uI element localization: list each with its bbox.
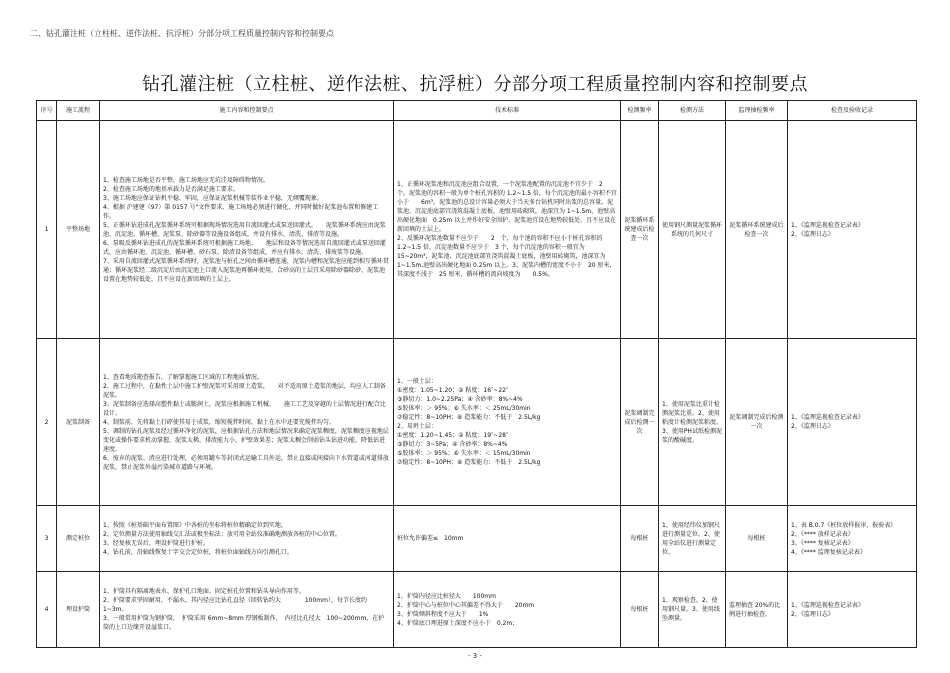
row-number: 3 <box>37 506 57 572</box>
record-line: 1、表 B.0.7《桩位放样报审、报验表》 <box>791 521 897 529</box>
content-line: 6、废弃的泥浆、渣应进行处理，必须用罐车等封闭式运输工具外运，禁止直接或间接向下水管道或河道排放泥浆，禁止泥浆外溢污染城市道路与环境。 <box>103 454 389 471</box>
document-title: 钻孔灌注桩（立柱桩、逆作法桩、抗浮桩）分部分项工程质量控制内容和控制要点 <box>142 74 808 95</box>
row-content <box>100 572 394 648</box>
record-line: 4、《**** 监理复核记录表》 <box>791 548 866 556</box>
content-line: 2、施工过程中，在黏性土层中施工护壁泥浆可采用原土造浆， 对不适用原土造浆的地层，均应人工制备泥浆。 <box>103 382 386 399</box>
row-content <box>100 339 394 506</box>
standard-line: 1、护筒内径应比桩径大 100mm <box>397 592 496 600</box>
row-number: 1 <box>37 121 57 339</box>
column-header-standard: 技术标准 <box>394 101 621 121</box>
row-standard <box>394 339 621 506</box>
standard-line: ③静切力：1.0~2.25Pa；④ 含砂率：8%~4% <box>397 396 523 403</box>
row-process: 测定桩位 <box>57 506 100 572</box>
content-line: 5、正循环钻进成孔泥浆循环系统可根据现场情况选用自流回灌式或泵送回灌式。 泥浆循环系统应由泥浆池、沉淀池、循环槽、泥浆泵、除砂器等设施设备组成，并设有排水、清洗、排渣等设施。 <box>103 221 386 238</box>
content-line: 1、按照《桩基础平面布置图》中各桩的坐标将桩位精确定位到实地。 <box>103 521 287 529</box>
record-line: 2、《**** 放样记录表》 <box>791 530 854 538</box>
standard-line: ⑦稳定性：8~10PH；⑧ 造浆能力：不低于 2.5L/kg <box>397 414 541 421</box>
standard-line: ①密度：1.20~1.45；② 粘度：19″~28″ <box>397 432 509 439</box>
quality-control-table <box>36 100 917 648</box>
content-line: 1、检查施工场地是否平整，施工场地应无坑洼及障碍物情况。 <box>103 176 269 184</box>
standard-line: ⑦稳定性：8~10PH；⑧ 造浆能力：不低于 2.5L/kg <box>397 459 541 466</box>
row-supervision: 每根桩 <box>726 506 788 572</box>
table-row <box>37 339 917 506</box>
row-content <box>100 506 394 572</box>
content-line: 4、根据 沪建建（97）第 0157 号"文件要求，施工场地必须进行硬化，并同时做好泥浆池布置和修建工作。 <box>103 203 379 220</box>
column-header-frequency: 检测频率 <box>621 101 659 121</box>
row-standard <box>394 121 621 339</box>
row-supervision: 监理抽查 20%的比例进行抽检查。 <box>726 572 788 648</box>
column-header-process: 施工流程 <box>57 101 100 121</box>
standard-line: 3、护筒倾斜程度不应大于 1% <box>397 610 489 618</box>
content-line: 4、制浆前，先将黏土打碎使其易于成浆，缩短搅拌时间，黏土在水中还要充搅拌均匀。 <box>103 418 335 426</box>
standard-line: ①密度：1.05~1.20；② 粘度：16″~22″ <box>397 387 509 394</box>
row-process: 泥浆制备 <box>57 339 100 506</box>
row-records <box>788 506 917 572</box>
standard-line: 2、反循环泥浆池数量不应少于 2 个，每个池的容积不应小于桩孔容积的 1.2~1.5 倍，沉淀池数量不应少于 3 个，每个沉淀池的容积一般宜为 15~20m³，泥浆池、沉淀池底部宜浇筑混凝土底板，池壁用砖砌筑，池深宜为 1~1.5m,池壁高出硬化地面 0.25m 以上。3、泥浆内槽的宽度不小于 20 厘米，其深度不浅于 25 厘米，循环槽的流向坡度为 0.5%。 <box>397 235 618 278</box>
row-process: 平整场地 <box>57 121 100 339</box>
row-standard <box>394 572 621 648</box>
page-number: - 3 - <box>468 652 482 660</box>
column-header-no: 序号 <box>37 101 57 121</box>
standard-line: 1、正循环泥浆池和沉淀池应组合设置，一个泥浆池配置的沉淀池不宜少于 2 个。泥浆池的容积一般为单个桩孔容积的 1.2~1.5 倍，每个沉淀池的最小容积不宜小于 6m³。泥浆池的总设计容量必须大于当天多台钻机同时出浆的总容量。泥浆池、沉淀池底部宜浇筑混凝土底板，池壁用砖砌筑，池深宜为 1~1.5m，池壁高出硬化地面 0.25m 以上并作好安全围护，泥浆池宜设在地势较低处，且不应设在新回填的土层上。 <box>397 181 617 233</box>
row-method: 1、观察检查。2、使用钢尺量。3、使用线坠测量。 <box>659 572 726 648</box>
row-method: 使用钢尺测量泥浆循环系统的几何尺寸 <box>659 121 726 339</box>
standard-line: ⑤胶体率：＞ 95%；⑥ 失水率：＜ 15mL/30min <box>397 450 531 457</box>
row-frequency: 泥浆循环系统建成后检查一次 <box>621 121 659 339</box>
standard-line: 2、易坍土层： <box>397 423 437 430</box>
content-line: 1、查看地质勘查报告，了解掌握施工区域的工程地质情况。 <box>103 373 263 381</box>
row-records <box>788 121 917 339</box>
row-method: 1、使用泥浆比重计检测泥浆比重。2、使用粘度计检测泥浆粘度。3、使用PH试纸检测泥浆的酸碱度。 <box>659 339 726 506</box>
row-frequency: 每根桩 <box>621 506 659 572</box>
content-line: 3、经复核无误后，埋设护筒进行护桩。 <box>103 539 209 547</box>
row-process: 埋设护筒 <box>57 572 100 648</box>
record-line: 2、《监理日志》 <box>791 423 834 430</box>
table-row <box>37 572 917 648</box>
row-standard <box>394 506 621 572</box>
content-line: 2、检查施工场地的地基承载力是否满足施工要求。 <box>103 185 239 193</box>
column-header-method: 检测方法 <box>659 101 726 121</box>
row-supervision: 泥浆调制完成后检测一次 <box>726 339 788 506</box>
row-number: 4 <box>37 572 57 648</box>
record-line: 3、《**** 复核记录表》 <box>791 539 854 547</box>
record-line: 1、《监理巡视检查记录表》 <box>791 601 864 609</box>
content-line: 3、一般常用护筒为钢护筒， 护筒采用 6mm~8mm 厚钢板制作， 内径比孔径大 100~200mm，在护筒的上口边缘开设溢浆口。 <box>103 615 385 631</box>
row-records <box>788 572 917 648</box>
row-frequency: 每根桩 <box>621 572 659 648</box>
content-line: 3、泥浆制备应选择高塑性黏土或膨润土，泥浆应根据施工机械、 施工工艺及穿越的土层情况进行配合比设计。 <box>103 400 386 417</box>
row-frequency: 泥浆调制完成后检测一次 <box>621 339 659 506</box>
table-row <box>37 506 917 572</box>
standard-line: ⑤胶体率：＞ 95%；⑥ 失水率：＜ 25mL/30min <box>397 405 531 412</box>
standard-line: ③静切力：3~5Pa；④ 含砂率：8%~4% <box>397 441 508 448</box>
standard-line: 2、护筒中心与桩位中心其偏差不得大于 20mm <box>397 601 535 609</box>
content-line: 2、定位测量方法使用轴线交汇法或极坐标法；放可用全站仪准确地测放各桩的中心位置。 <box>103 530 341 538</box>
record-line: 2、《监理日志》 <box>791 230 834 238</box>
row-method: 1、使用经纬仪加钢尺进行测量定位。2、使用全站仪进行测量定位。 <box>659 506 726 572</box>
column-header-records: 检查及验收记录 <box>788 101 917 121</box>
content-line: 7、采用自流回灌式泥浆循环系统时，泥浆池与桩孔之间由循环槽连通，泥浆内槽和泥浆池应能到相互循环贯通；循环泥浆经二级沉淀后由沉淀池上口流入泥浆池再循环使用，合砂高的土层宜采用除砂器除砂，泥浆池设置在地势较低处，且不应设在新回填的土层上。 <box>103 257 389 283</box>
section-heading: 二、钻孔灌注桩（立柱桩、逆作法桩、抗浮桩）分部分项工程质量控制内容和控制要点 <box>30 29 334 38</box>
row-records <box>788 339 917 506</box>
column-header-content: 施工内容和控制要点 <box>100 101 394 121</box>
table-row <box>37 121 917 339</box>
content-line: 2、护筒要求坚固耐用，不漏水，其内径应比钻孔直径（回转钻约大 100mm），每节长度约 1~3m。 <box>103 597 369 613</box>
content-line: 3、施工场地应保证钻机平稳、牢固，应保证泥浆机械等装作业平稳，无倾覆现象。 <box>103 194 323 202</box>
record-line: 2、《监理日志》 <box>791 610 834 618</box>
standard-line: 4、护筒底口埋进原土深度不应小于 0.2m； <box>397 619 519 627</box>
record-line: 1、《监理巡视检查记录表》 <box>791 414 864 421</box>
row-content <box>100 121 394 339</box>
content-line: 4、钻孔前，沿轴线恢复十字交会定位桩，将桩位面轴线方向引测孔口。 <box>103 548 293 556</box>
record-line: 1、《监理巡视检查记录表》 <box>791 221 864 229</box>
content-line: 6、泵吸反循环钻进成孔的泥浆循环系统可根据施工场地、 地层和设备等情况选用自流回灌式或泵送回灌式，应由循环池、沉淀池、循环槽、砂石泵、除渣设备等组成，并应有排水、清洗、排废浆等设施。 <box>103 239 386 256</box>
row-number: 2 <box>37 339 57 506</box>
table-header-row <box>37 101 917 121</box>
standard-line: 1、一般土层： <box>397 378 437 385</box>
row-supervision: 泥浆循环系统建成后检查一次 <box>726 121 788 339</box>
standard-line: 桩位允许偏差≤ 10mm <box>397 535 464 542</box>
content-line: 1、护筒具有隔离地表水、保护孔口地面、固定桩孔位置和钻头导向作用等。 <box>103 588 305 595</box>
column-header-supervision: 监理抽检频率 <box>726 101 788 121</box>
content-line: 5、调制的钻孔泥浆及经过循环净化的泥浆，应根据钻孔方法和地层情况来确定泥浆稠度，泥浆稠度应视地层变化或操作要求机动掌握，泥浆太稀，排渣能力小，护壁效果差；泥浆太稠会削弱钻头钻进功能，降低钻进速度。 <box>103 427 389 453</box>
